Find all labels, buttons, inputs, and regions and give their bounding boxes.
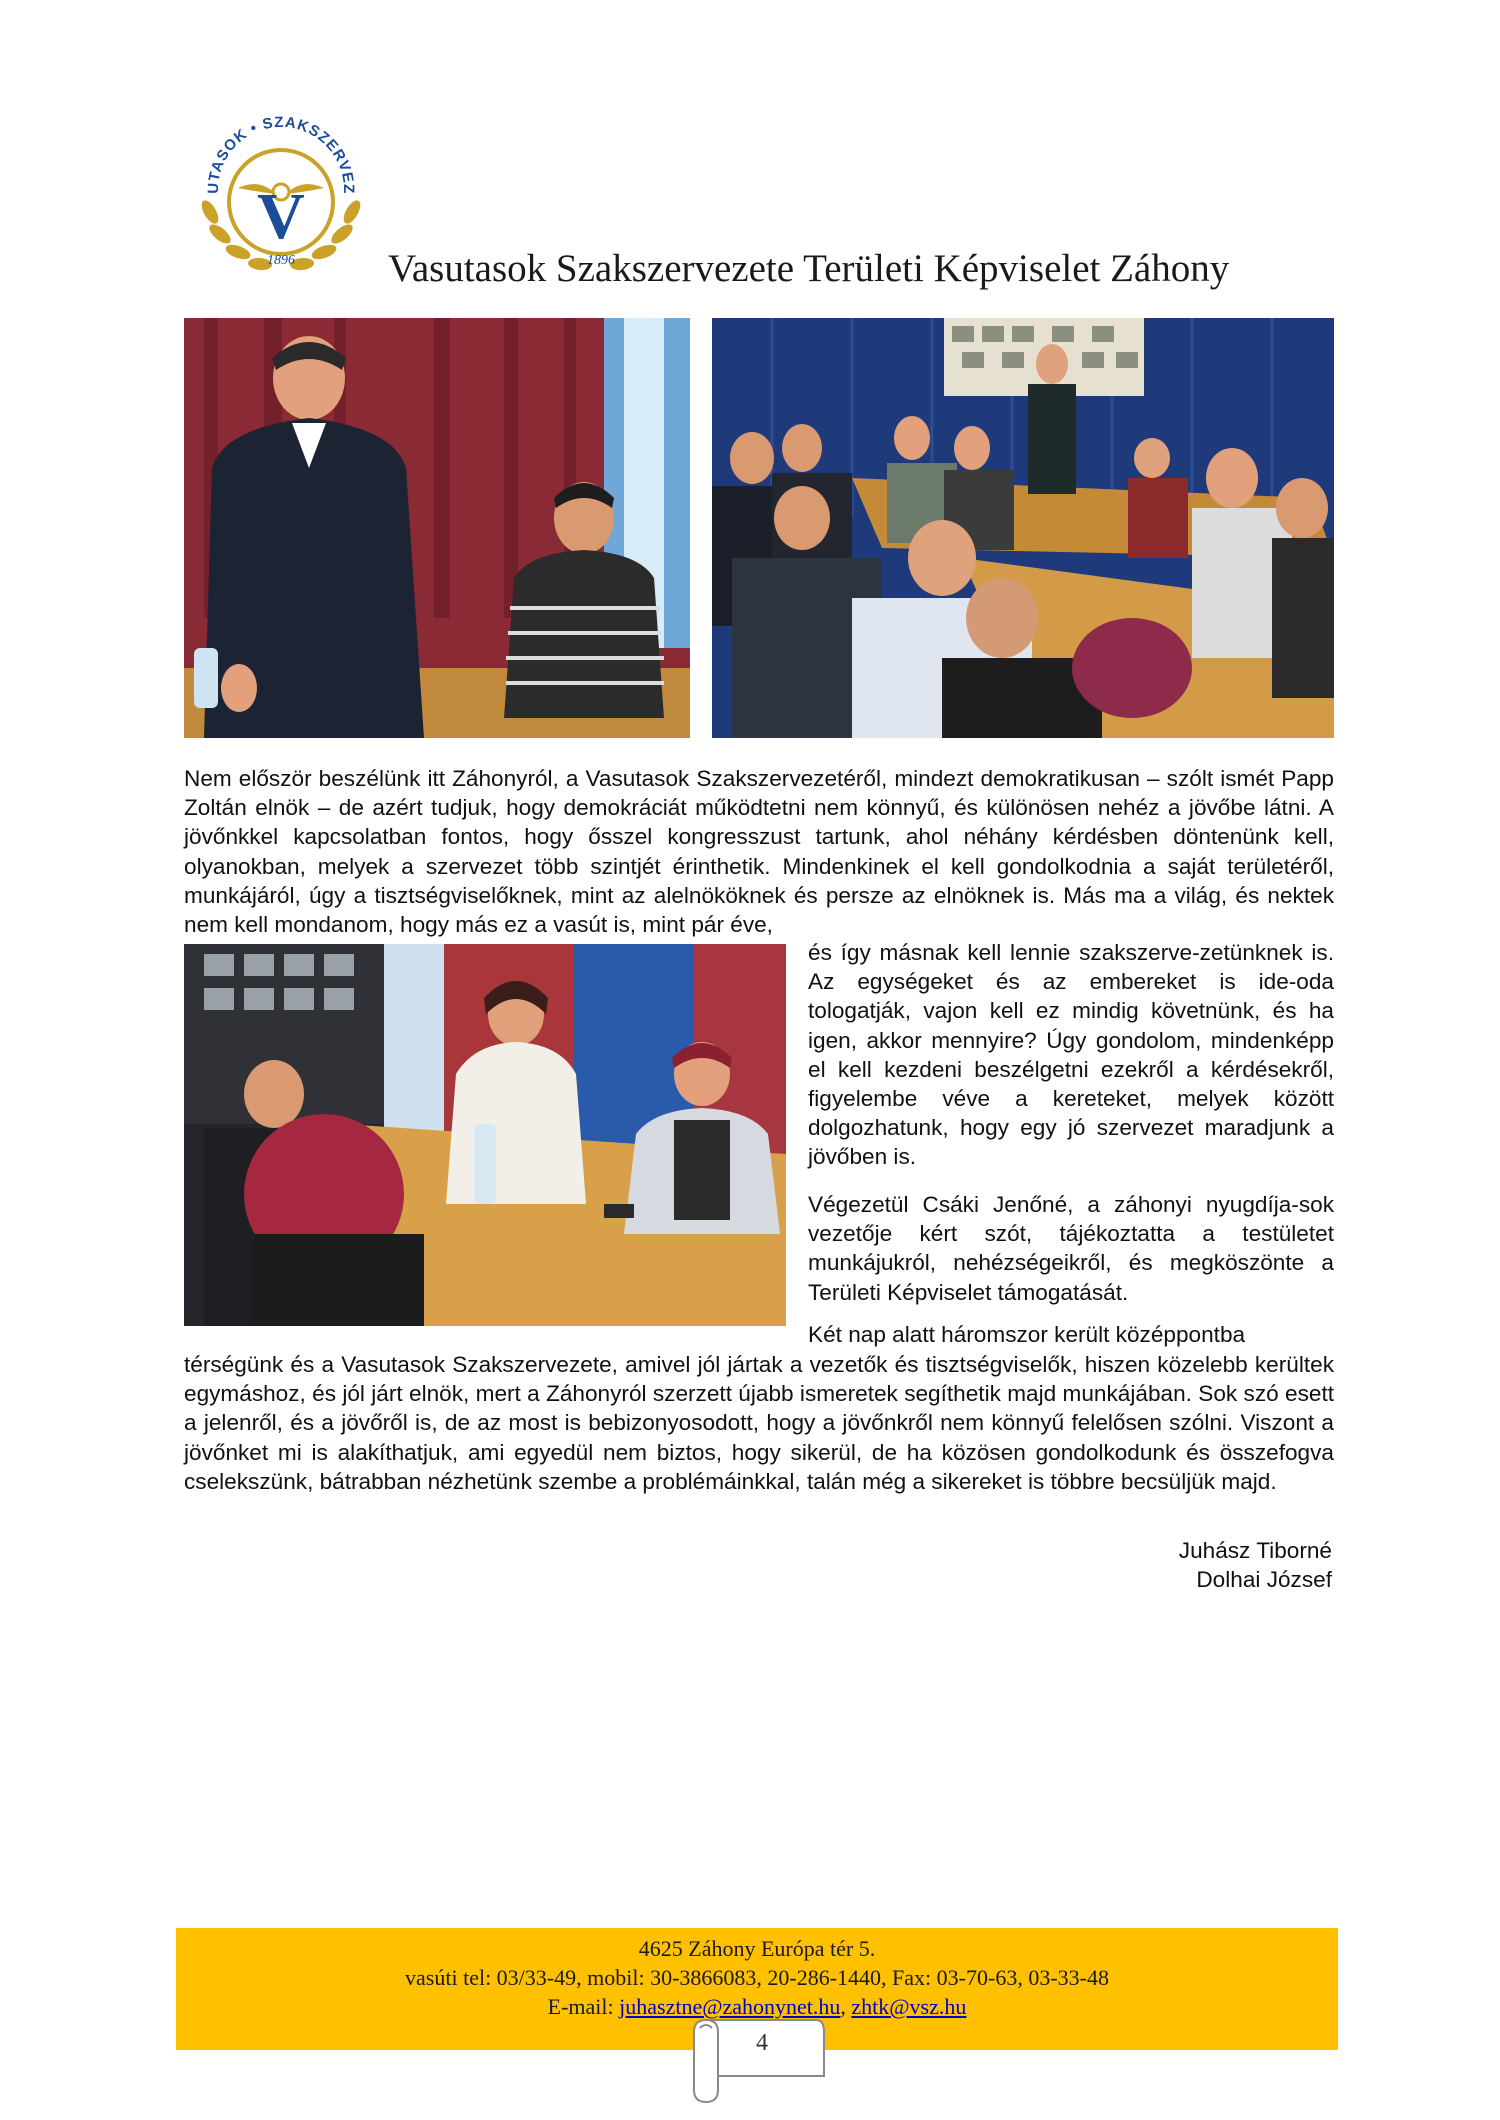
page-number: 4 bbox=[756, 2030, 768, 2056]
photo-meeting-room bbox=[712, 318, 1334, 738]
footer-email-separator: , bbox=[840, 1994, 846, 2019]
logo-letter: V bbox=[257, 180, 305, 253]
union-logo bbox=[188, 92, 374, 278]
article-paragraph-1: Nem először beszélünk itt Záhonyról, a Vasutasok Szakszervezetéről, mindezt demokratikusan – szólt ismét Papp Zoltán elnök – de azért tudjuk, hogy demokráciát működtetni nem könnyű, és különösen nehéz a jövőbe látni. A jövőnkkel kapcsolatban fontos, hogy ősszel kongresszust tartunk, ahol néhány kérdésben döntenünk kell, olyanokban, melyek a szervezet több szintjét érinthetik. Mindenkinek el kell gondolkodnia a saját területéről, munkájáról, úgy a tisztségviselőknek, mint az alelnököknek és persze az elnöknek is. Más ma a világ, és nektek nem kell mondanom, hogy más ez a vasút is, mint pár éve, bbox=[184, 766, 1334, 938]
footer-email-label: E-mail: bbox=[547, 1994, 614, 2019]
article-paragraph-3: térségünk és a Vasutasok Szakszervezete, amivel jól jártak a vezetők és tisztségviselők, hiszen közelebb kerültek egymáshoz, és jól járt elnök, mert a Záhonyról szerzett újabb ismeretek segíthetik majd munkájában. Sok szó esett a jelenről, és a jövőről is, de az most is bebizonyosodott, hogy a jövőnkről nem könnyű felelősen szólni. Viszont a jövőnket mi is alakíthatjuk, ami egyedül nem biztos, hogy sikerül, de ha közösen gondolkodunk és összefogva cselekszünk, bátrabban nézhetünk szembe a problémáinkkal, talán még a sikereket is többre becsüljük majd. bbox=[184, 1352, 1334, 1494]
scroll-icon bbox=[688, 2012, 826, 2104]
signature-line-2: Dolhai József bbox=[1196, 1567, 1332, 1592]
signature-block bbox=[1179, 1536, 1332, 1594]
email-link-juhasztne[interactable]: juhasztne@zahonynet.hu bbox=[619, 1994, 841, 2019]
article-paragraph-3-start: Két nap alatt háromszor került középpontba bbox=[808, 1322, 1246, 1347]
article-paragraph-2: Végezetül Csáki Jenőné, a záhonyi nyugdíja-sok vezetője kért szót, tájékoztatta a testületet munkájukról, nehézségeikről, és megköszönte a Területi Képviselet támogatását. bbox=[808, 1192, 1334, 1305]
logo-year: 1896 bbox=[267, 253, 295, 268]
article-paragraph-1-continued: és így másnak kell lennie szakszerve-zetünknek is. Az egységeket és az embereket is ide-oda tologatják, vajon kell ez mindig követnünk, és ha igen, akkor mennyire? Úgy gondolom, mindenképp el kell kezdeni beszélgetni ezekről a kérdésekről, figyelembe véve a kereteket, melyek között dolgozhatunk, hogy egy jó szervezet maradjunk a jövőben is. bbox=[808, 940, 1334, 1170]
page-title: Vasutasok Szakszervezete Területi Képviselet Záhony bbox=[388, 247, 1230, 290]
footer-phones: vasúti tel: 03/33-49, mobil: 30-3866083, 20-286-1440, Fax: 03-70-63, 03-33-48 bbox=[405, 1965, 1109, 1990]
email-link-zhtk[interactable]: zhtk@vsz.hu bbox=[851, 1994, 967, 2019]
photo-speaker-standing bbox=[184, 318, 690, 738]
footer-address: 4625 Záhony Európa tér 5. bbox=[638, 1936, 876, 1961]
photo-women-at-table bbox=[184, 944, 786, 1326]
signature-line-1: Juhász Tiborné bbox=[1178, 1538, 1332, 1563]
logo-arc-text: UTASOK • SZAKSZERVEZ bbox=[204, 113, 358, 195]
